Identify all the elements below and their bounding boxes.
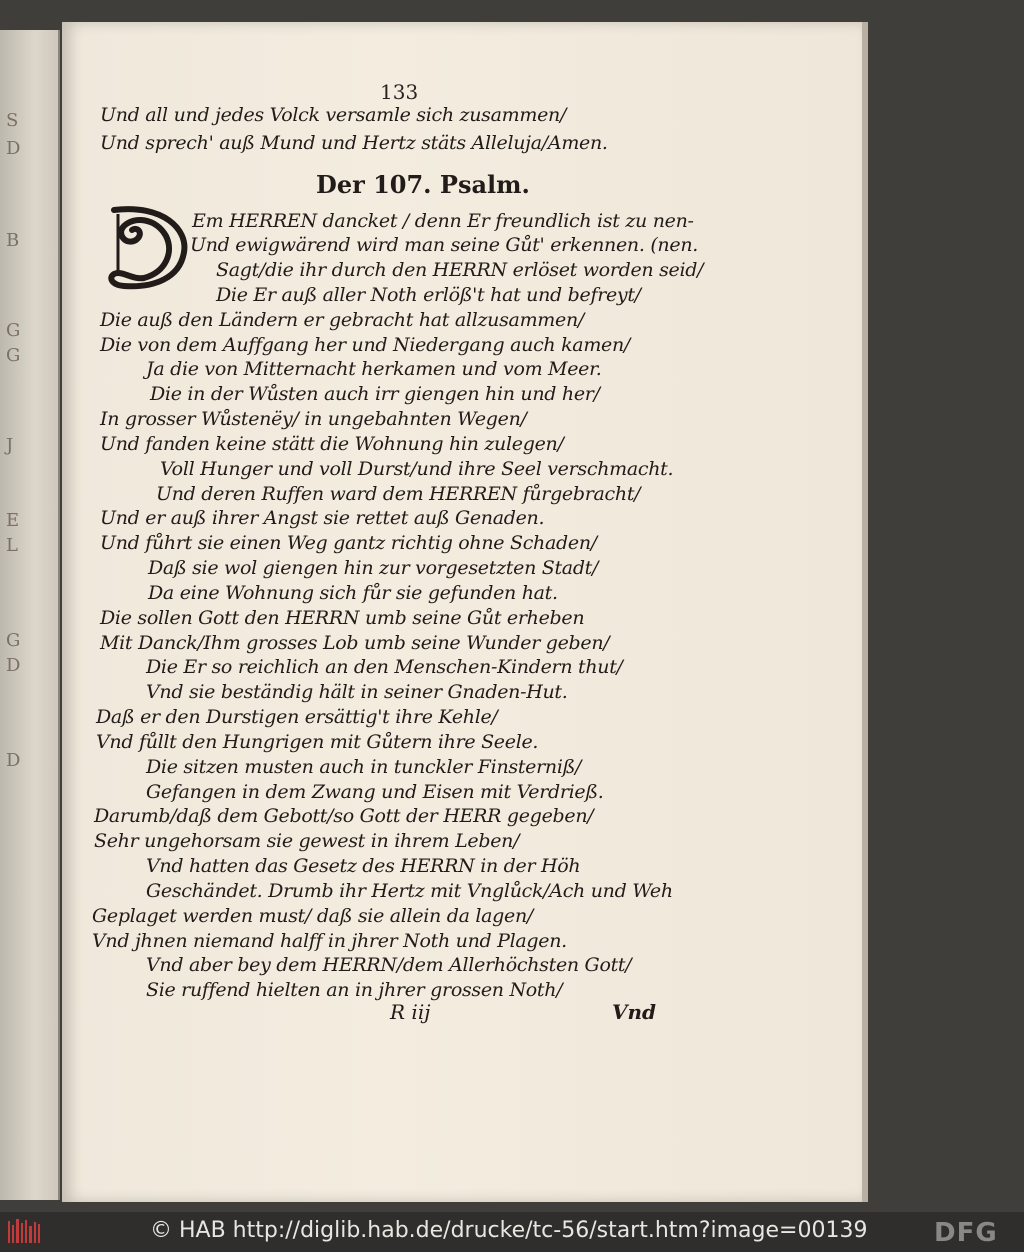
signature-mark: R iij [390,1000,431,1024]
copyright-link[interactable]: © HAB http://diglib.hab.de/drucke/tc-56/start.htm?image=00139 [150,1218,868,1243]
poem-line: Und ewigwärend wird man seine Gůt' erkennen. (nen. [190,234,698,256]
poem-line: Vnd sie beständig hält in seiner Gnaden-Hut. [146,681,568,703]
poem-line: Da eine Wohnung sich fůr sie gefunden hat. [148,582,558,604]
poem-line: Sie ruffend hielten an in jhrer grossen Noth/ [146,979,563,1001]
edge-fragment: G [6,630,21,651]
decorated-initial-icon [104,200,190,292]
edge-fragment: J [6,435,14,456]
poem-line: Vnd fůllt den Hungrigen mit Gůtern ihre Seele. [96,731,539,753]
poem-line: Die Er auß aller Noth erlöß't hat und befreyt/ [216,284,641,306]
poem-line: Vnd aber bey dem HERRN/dem Allerhöchsten Gott/ [146,954,632,976]
edge-fragment: E [6,510,20,531]
poem-line: Voll Hunger und voll Durst/und ihre Seel verschmacht. [160,458,674,480]
poem-line: Und deren Ruffen ward dem HERREN fůrgebracht/ [156,483,641,505]
poem-line: Ja die von Mitternacht herkamen und vom Meer. [146,358,602,380]
poem-line: Darumb/daß dem Gebott/so Gott der HERR gegeben/ [94,805,594,827]
edge-fragment: L [6,535,18,556]
poem-line: Em HERREN dancket / denn Er freundlich ist zu nen- [192,210,694,232]
poem-line: Daß sie wol giengen hin zur vorgesetzten Stadt/ [148,557,599,579]
hab-barcode-icon [6,1217,44,1247]
viewer-footer [0,1212,1024,1252]
poem-line: Die Er so reichlich an den Menschen-Kindern thut/ [146,656,623,678]
edge-fragment: D [6,138,21,159]
left-page-edge [0,30,60,1200]
poem-line: In grosser Wůstenëy/ in ungebahnten Wegen/ [100,408,527,430]
poem-line: Und fůhrt sie einen Weg gantz richtig ohne Schaden/ [100,532,597,554]
edge-fragment: B [6,230,20,251]
poem-line: Geplaget werden must/ daß sie allein da lagen/ [92,905,534,927]
poem-line: Die in der Wůsten auch irr giengen hin und her/ [150,383,600,405]
poem-line: Gefangen in dem Zwang und Eisen mit Verdrieß. [146,781,604,803]
edge-fragment: D [6,655,21,676]
poem-line: Mit Danck/Ihm grosses Lob umb seine Wunder geben/ [100,632,610,654]
header-line: Und sprech' auß Mund und Hertz stäts Alleluja/Amen. [100,132,608,154]
page-number: 133 [380,80,419,104]
poem-line: Sagt/die ihr durch den HERRN erlöset worden seid/ [216,259,704,281]
edge-fragment: S [6,110,19,131]
edge-fragment: G [6,320,21,341]
poem-line: Die von dem Auffgang her und Niedergang auch kamen/ [100,334,631,356]
catchword: Vnd [612,1000,657,1024]
poem-line: Die sitzen musten auch in tunckler Finsterniß/ [146,756,582,778]
poem-line: Sehr ungehorsam sie gewest in ihrem Leben/ [94,830,520,852]
poem-line: Und fanden keine stätt die Wohnung hin zulegen/ [100,433,564,455]
dfg-logo: DFG [934,1218,998,1248]
poem-line: Die auß den Ländern er gebracht hat allzusammen/ [100,309,584,331]
psalm-heading: Der 107. Psalm. [316,170,530,199]
poem-line: Vnd jhnen niemand halff in jhrer Noth und Plagen. [92,930,567,952]
header-line: Und all und jedes Volck versamle sich zusammen/ [100,104,567,126]
poem-line: Vnd hatten das Gesetz des HERRN in der Höh [146,855,581,877]
edge-fragment: G [6,345,21,366]
poem-line: Und er auß ihrer Angst sie rettet auß Genaden. [100,507,545,529]
poem-line: Daß er den Durstigen ersättig't ihre Kehle/ [96,706,498,728]
page-edge [862,22,868,1202]
poem-line: Die sollen Gott den HERRN umb seine Gůt erheben [100,607,585,629]
edge-fragment: D [6,750,21,771]
poem-line: Geschändet. Drumb ihr Hertz mit Vnglůck/Ach und Weh [146,880,673,902]
